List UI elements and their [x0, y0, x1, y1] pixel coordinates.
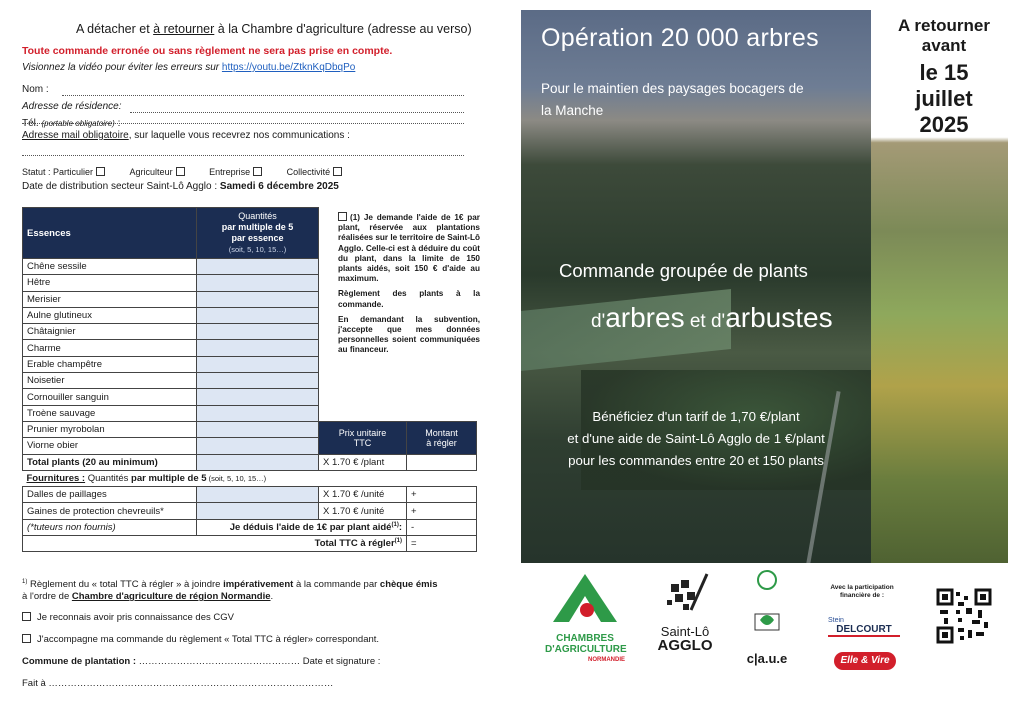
checkbox-particulier[interactable]: [96, 167, 105, 176]
mail-label: Adresse mail obligatoire, sur laquelle vous recevrez nos communications :: [22, 130, 350, 141]
qty-input[interactable]: [197, 373, 319, 389]
statut-row: Statut : Particulier Agriculteur Entreprise Collectivité: [22, 167, 350, 177]
tarif-text: Bénéficiez d'un tarif de 1,70 €/plant et d'une aide de Saint-Lô Agglo de 1 €/plant pour les commandes entre 20 et 150 plants: [567, 409, 825, 468]
delcourt-logo: Stein DELCOURT: [828, 617, 900, 637]
qty-input[interactable]: [197, 389, 319, 405]
commune-row: Commune de plantation : …………………………………………… Date et signature :: [22, 656, 381, 667]
landscape-photo: [521, 10, 871, 563]
essence-row: Charme: [23, 340, 197, 356]
deduis-label: Je déduis l'aide de 1€ par plant aidé$^{(1)}$:: [197, 519, 407, 535]
essence-row: Chêne sessile: [23, 259, 197, 275]
cgv-row: Je reconnais avoir pris connaissance des CGV: [22, 612, 234, 623]
form-header: A détacher et à retourner à la Chambre d'agriculture (adresse au verso): [76, 22, 472, 36]
col-essences: Essences: [23, 208, 197, 259]
essence-row: Cornouiller sanguin: [23, 389, 197, 405]
dalles-qty[interactable]: [197, 487, 319, 503]
tuteurs-note: (*tuteurs non fournis): [23, 519, 197, 535]
total-plants-price: X 1.70 € /plant: [319, 454, 407, 470]
tel-label: Tél. (portable obligatoire) :: [22, 118, 121, 129]
fait-field[interactable]: ………………………………………………………………………………: [48, 678, 334, 689]
commande-subtitle: d'arbres et d'arbustes: [591, 302, 833, 333]
qty-input[interactable]: [197, 421, 319, 437]
nom-label: Nom :: [22, 84, 49, 95]
gaines-amount[interactable]: +: [407, 503, 477, 519]
commune-field[interactable]: ……………………………………………: [138, 656, 301, 667]
checkbox-cgv[interactable]: [22, 612, 31, 621]
warning-text: Toute commande erronée ou sans règlement ne sera pas prise en compte.: [22, 45, 393, 57]
distribution-date: Date de distribution secteur Saint-Lô Agglo : Samedi 6 décembre 2025: [22, 181, 339, 192]
essence-row: Viorne obier: [23, 438, 197, 454]
nom-field[interactable]: [62, 95, 464, 96]
adresse-field[interactable]: [130, 112, 464, 113]
chambres-logo: CHAMBRES D'AGRICULTURE NORMANDIE: [545, 570, 625, 666]
adresse-label: Adresse de résidence:: [22, 101, 122, 112]
qty-input[interactable]: [197, 259, 319, 275]
commande-title: Commande groupée de plants: [559, 260, 808, 281]
video-link[interactable]: https://youtu.be/ZtknKqDbqPo: [221, 62, 356, 73]
cover-title: Opération 20 000 arbres: [541, 24, 819, 52]
saintlo-logo: Saint-Lô AGGLO: [655, 570, 715, 653]
essence-row: Merisier: [23, 291, 197, 307]
checkbox-entreprise[interactable]: [253, 167, 262, 176]
gaines-qty[interactable]: [197, 503, 319, 519]
saintlo-pixel-icon: [655, 570, 715, 620]
deadline-box: A retourner avant le 15 juillet 2025: [888, 10, 1000, 132]
qty-input[interactable]: [197, 307, 319, 323]
fait-row: Fait à ………………………………………………………………………………: [22, 678, 334, 689]
checkbox-agriculteur[interactable]: [176, 167, 185, 176]
aide-note: (1) Je demande l'aide de 1€ par plant, réservée aux plantations réalisées sur le territoire de Saint-Lô Agglo. Celle-ci est à déduire du coût du plant, dans la limite de 150 plants aidés, soit 150 € d'aide au maximum. Règlement des plants à la commande. En demandant la subvention, j'accepte que mes données personnelles soient communiquées au financeur.: [338, 213, 480, 355]
deduis-amount[interactable]: -: [407, 519, 477, 535]
qty-input[interactable]: [197, 438, 319, 454]
participation-label: Avec la participation financière de :: [830, 584, 894, 599]
partner-logos-icon: [742, 570, 792, 646]
qty-input[interactable]: [197, 405, 319, 421]
total-plants-input[interactable]: [197, 454, 319, 470]
total-plants-amount[interactable]: [407, 454, 477, 470]
qty-input[interactable]: [197, 356, 319, 372]
essence-row: Prunier myrobolan: [23, 421, 197, 437]
col-montant: Montant à régler: [407, 421, 477, 454]
total-plants-label: Total plants (20 au minimum): [23, 454, 197, 470]
col-prix: Prix unitaire TTC: [319, 421, 407, 454]
footnote: $^{1)}$ Règlement du « total TTC à régler » à joindre impérativement à la commande par chèque émis à l'ordre de Chambre d'agriculture de région Normandie.: [22, 579, 438, 603]
qty-input[interactable]: [197, 275, 319, 291]
qty-input[interactable]: [197, 340, 319, 356]
checkbox-aide[interactable]: [338, 212, 347, 221]
cover-subtitle: Pour le maintien des paysages bocagers de la Manche: [541, 81, 804, 118]
col-quantites: Quantités par multiple de 5 par essence (soit, 5, 10, 15…): [197, 208, 319, 259]
total-ttc-amount[interactable]: =: [407, 536, 477, 552]
total-ttc-label: Total TTC à régler$^{(1)}$: [23, 536, 407, 552]
chambres-leaf-icon: [545, 570, 625, 626]
checkbox-collectivite[interactable]: [333, 167, 342, 176]
video-note: Visionnez la vidéo pour éviter les erreurs sur https://youtu.be/ZtknKqDbqPo: [22, 62, 356, 73]
accompagne-row: J'accompagne ma commande du règlement « Total TTC à régler» correspondant.: [22, 634, 379, 645]
essence-row: Hêtre: [23, 275, 197, 291]
checkbox-accompagne[interactable]: [22, 634, 31, 643]
order-form: [0, 0, 505, 724]
ellevire-logo: Elle & Vire: [834, 652, 896, 670]
qty-input[interactable]: [197, 324, 319, 340]
fournitures-label: Fournitures : Quantités par multiple de 5 (soit, 5, 10, 15…): [23, 470, 477, 486]
mail-field[interactable]: [22, 155, 464, 156]
gaines-price: X 1.70 € /unité: [319, 503, 407, 519]
essence-row: Aulne glutineux: [23, 307, 197, 323]
caue-logo: c|a.u.e: [742, 570, 792, 666]
gaines-label: Gaines de protection chevreuils*: [23, 503, 197, 519]
qr-code-icon[interactable]: [936, 588, 992, 644]
essence-row: Erable champêtre: [23, 356, 197, 372]
essence-row: Troène sauvage: [23, 405, 197, 421]
dalles-label: Dalles de paillages: [23, 487, 197, 503]
qty-input[interactable]: [197, 291, 319, 307]
dalles-price: X 1.70 € /unité: [319, 487, 407, 503]
essence-row: Châtaignier: [23, 324, 197, 340]
dalles-amount[interactable]: +: [407, 487, 477, 503]
essence-row: Noisetier: [23, 373, 197, 389]
